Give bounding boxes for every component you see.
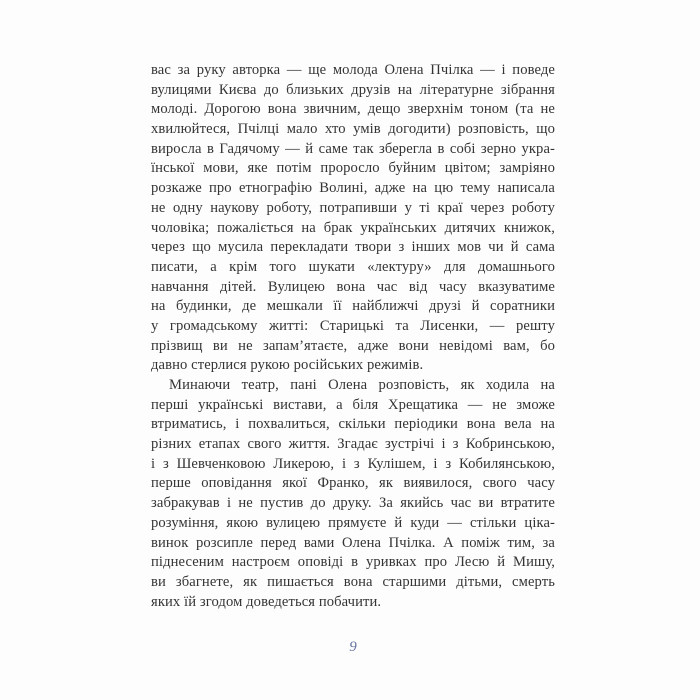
text-line: яких їй згодом доведеться побачити. bbox=[151, 593, 382, 610]
text-line: у громадському житті: Старицькі та Лисенки, — решту bbox=[151, 317, 555, 334]
text-line: давно стерлися рукою російських режимів. bbox=[151, 357, 424, 374]
page-number: 9 bbox=[349, 639, 357, 655]
text-line: писати, а крім того шукати «лектуру» для домашнього bbox=[151, 258, 555, 275]
text-line: різних етапах свого життя. Згадає зустрічі і з Кобринською, bbox=[151, 436, 555, 453]
text-line: ви збагнете, як пишається вона старшими дітьми, смерть bbox=[151, 573, 555, 590]
text-line: перші українські вистави, а біля Хрещатика — не зможе bbox=[151, 396, 555, 413]
page-text bbox=[151, 61, 555, 612]
text-line: чоловіка; пожаліється на брак українських дитячих книжок, bbox=[151, 219, 555, 236]
text-line: хвилюйтеся, Пчілці мало хто умів догодити) розповість, що bbox=[151, 121, 555, 138]
text-line: винок розсипле перед вами Олена Пчілка. А поміж тим, за bbox=[151, 534, 555, 551]
text-line: перше оповідання якої Франко, як виявилося, свого часу bbox=[151, 475, 555, 492]
text-line: вас за руку авторка — ще молода Олена Пчілка — і поведе bbox=[151, 62, 555, 78]
text-line: Минаючи театр, пані Олена розповість, як ходила на bbox=[169, 377, 555, 393]
text-line: втриматись, і похвалиться, скільки періодики вона вела на bbox=[151, 416, 555, 433]
text-line: навчання дітей. Вулицею вона час від часу вказуватиме bbox=[151, 278, 555, 295]
paragraph bbox=[151, 376, 555, 612]
text-line: виросла в Гадячому — й саме так зберегла в собі зерно укра- bbox=[151, 140, 555, 157]
text-line: їнської мови, яке потім проросло буйним цвітом; замріяно bbox=[151, 160, 555, 177]
text-line: не одну наукову роботу, потрапивши у ті краї через роботу bbox=[151, 199, 555, 216]
text-line: через що мусила перекладати твори з інших мов чи й сама bbox=[151, 239, 555, 256]
text-line: розкаже про етнографію Волині, адже на цю тему написала bbox=[151, 180, 555, 197]
text-line: на будинки, де мешкали її найближчі друзі й соратники bbox=[151, 298, 555, 315]
text-line: і з Шевченковою Ликерою, і з Кулішем, і з Кобилянською, bbox=[151, 455, 555, 472]
text-line: розуміння, якою вулицею прямуєте й куди — стільки ціка- bbox=[151, 514, 555, 531]
text-line: молоді. Дорогою вона звичним, дещо зверхнім тоном (та не bbox=[151, 101, 555, 118]
text-line: піднесеним настроєм оповіді в уривках про Лесю й Мишу, bbox=[151, 554, 555, 571]
text-line: вулицями Києва до близьких друзів на літературне зібрання bbox=[151, 81, 555, 98]
text-line: прізвищ ви не запам’ятаєте, адже вони невідомі вам, бо bbox=[151, 337, 555, 354]
paragraph bbox=[151, 61, 555, 376]
text-line: забракував і не пустив до друку. За якийсь час ви втратите bbox=[151, 495, 555, 512]
